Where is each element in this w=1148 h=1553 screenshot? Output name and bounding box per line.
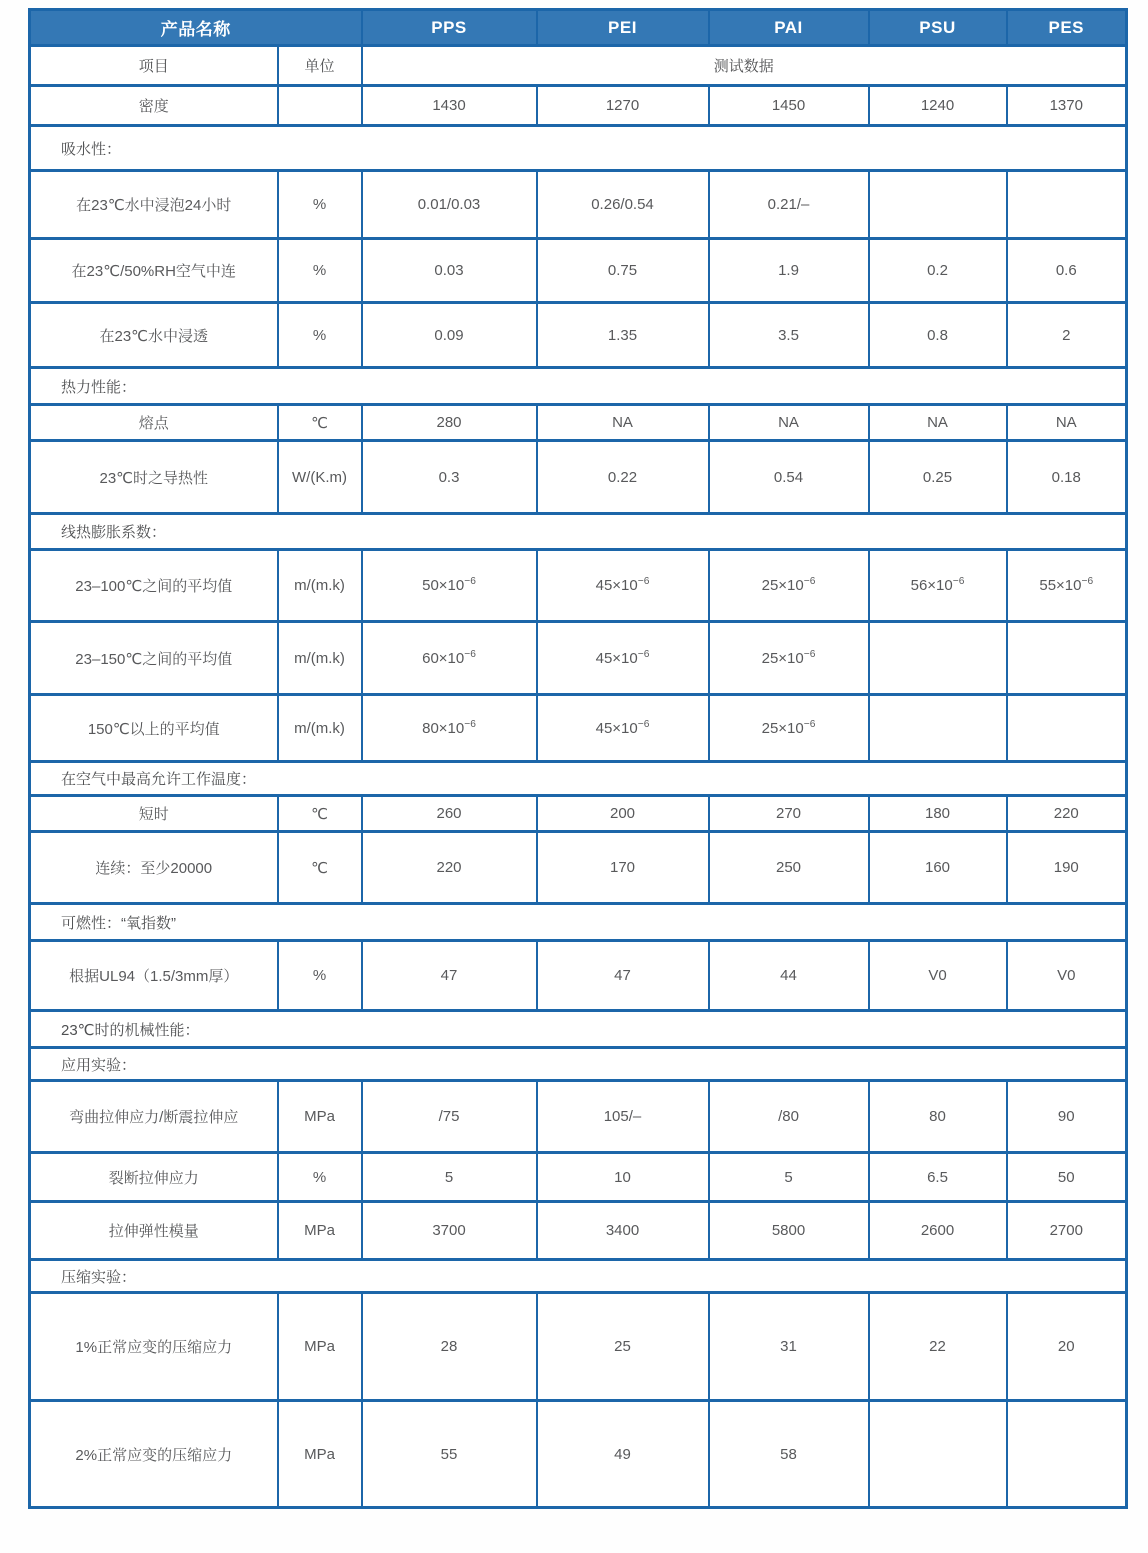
value-cell: 0.54: [709, 441, 869, 514]
value-cell: 0.26/0.54: [537, 171, 709, 239]
row-label: 23℃时之导热性: [30, 441, 278, 514]
section-label: 压缩实验：: [30, 1260, 1127, 1293]
row-unit: MPa: [278, 1401, 362, 1508]
value-cell: $45\times 10^{-6}$: [537, 550, 709, 622]
column-header-psu: PSU: [869, 10, 1007, 46]
row-unit: m/(m.k): [278, 622, 362, 695]
row-label: 连续：至少20000: [30, 832, 278, 904]
value-cell: 90: [1007, 1081, 1127, 1153]
value-cell: 3700: [362, 1202, 537, 1260]
product-name-header: 产品名称: [30, 10, 362, 46]
subheader-row: [30, 46, 1127, 86]
value-cell: 3400: [537, 1202, 709, 1260]
value-cell: 47: [537, 941, 709, 1011]
row-unit: [278, 86, 362, 126]
row-label: 23–150℃之间的平均值: [30, 622, 278, 695]
value-cell: 1.35: [537, 303, 709, 368]
value-cell: $80\times 10^{-6}$: [362, 695, 537, 762]
row-label: 23–100℃之间的平均值: [30, 550, 278, 622]
section-row: [30, 368, 1127, 405]
unit-column-label: 单位: [278, 46, 362, 86]
value-cell: 170: [537, 832, 709, 904]
test-data-label: 测试数据: [362, 46, 1127, 86]
value-cell: NA: [869, 405, 1007, 441]
section-row: [30, 1260, 1127, 1293]
value-cell: 31: [709, 1293, 869, 1401]
value-cell: $55\times 10^{-6}$: [1007, 550, 1127, 622]
row-unit: W/(K.m): [278, 441, 362, 514]
value-cell: 44: [709, 941, 869, 1011]
row-unit: %: [278, 171, 362, 239]
value-cell: 0.75: [537, 239, 709, 303]
value-cell: 1370: [1007, 86, 1127, 126]
value-cell: [869, 1401, 1007, 1508]
value-cell: 220: [362, 832, 537, 904]
value-cell: $45\times 10^{-6}$: [537, 622, 709, 695]
row-label: 在23℃水中浸泡24小时: [30, 171, 278, 239]
value-cell: 0.22: [537, 441, 709, 514]
row-label: 弯曲拉伸应力/断震拉伸应: [30, 1081, 278, 1153]
table-row: [30, 1081, 1127, 1153]
column-header-pes: PES: [1007, 10, 1127, 46]
value-cell: 20: [1007, 1293, 1127, 1401]
value-cell: [1007, 622, 1127, 695]
section-row: [30, 1048, 1127, 1081]
section-label: 23℃时的机械性能：: [30, 1011, 1127, 1048]
row-label: 2%正常应变的压缩应力: [30, 1401, 278, 1508]
table-row: [30, 405, 1127, 441]
table-row: [30, 1153, 1127, 1202]
value-cell: 5: [709, 1153, 869, 1202]
value-cell: $25\times 10^{-6}$: [709, 550, 869, 622]
value-cell: 250: [709, 832, 869, 904]
table-row: [30, 832, 1127, 904]
value-cell: 2600: [869, 1202, 1007, 1260]
section-row: [30, 126, 1127, 171]
value-cell: 3.5: [709, 303, 869, 368]
row-label: 拉伸弹性模量: [30, 1202, 278, 1260]
row-unit: MPa: [278, 1081, 362, 1153]
column-header-pei: PEI: [537, 10, 709, 46]
section-row: [30, 514, 1127, 550]
value-cell: 1430: [362, 86, 537, 126]
value-cell: 1450: [709, 86, 869, 126]
row-unit: m/(m.k): [278, 550, 362, 622]
material-properties-table: [28, 8, 1128, 1509]
row-unit: %: [278, 303, 362, 368]
value-cell: 0.8: [869, 303, 1007, 368]
section-label: 吸水性：: [30, 126, 1127, 171]
value-cell: NA: [537, 405, 709, 441]
value-cell: 0.18: [1007, 441, 1127, 514]
value-cell: $25\times 10^{-6}$: [709, 695, 869, 762]
value-cell: 0.09: [362, 303, 537, 368]
value-cell: [869, 171, 1007, 239]
value-cell: 0.25: [869, 441, 1007, 514]
value-cell: 80: [869, 1081, 1007, 1153]
value-cell: [869, 695, 1007, 762]
table-row: [30, 441, 1127, 514]
section-label: 在空气中最高允许工作温度：: [30, 762, 1127, 796]
row-unit: %: [278, 941, 362, 1011]
row-unit: MPa: [278, 1202, 362, 1260]
row-label: 裂断拉伸应力: [30, 1153, 278, 1202]
value-cell: [1007, 171, 1127, 239]
value-cell: 5: [362, 1153, 537, 1202]
value-cell: $45\times 10^{-6}$: [537, 695, 709, 762]
section-label: 可燃性：“氧指数”: [30, 904, 1127, 941]
table-row: [30, 86, 1127, 126]
value-cell: $25\times 10^{-6}$: [709, 622, 869, 695]
value-cell: /75: [362, 1081, 537, 1153]
section-label: 应用实验：: [30, 1048, 1127, 1081]
value-cell: 0.6: [1007, 239, 1127, 303]
column-header-pai: PAI: [709, 10, 869, 46]
section-label: 线热膨胀系数：: [30, 514, 1127, 550]
row-unit: ℃: [278, 832, 362, 904]
value-cell: 270: [709, 796, 869, 832]
table-row: [30, 1293, 1127, 1401]
value-cell: 0.21/–: [709, 171, 869, 239]
row-label: 密度: [30, 86, 278, 126]
row-unit: %: [278, 239, 362, 303]
value-cell: V0: [869, 941, 1007, 1011]
row-label: 150℃以上的平均值: [30, 695, 278, 762]
item-column-label: 项目: [30, 46, 278, 86]
value-cell: 180: [869, 796, 1007, 832]
value-cell: 10: [537, 1153, 709, 1202]
value-cell: 55: [362, 1401, 537, 1508]
value-cell: 105/–: [537, 1081, 709, 1153]
value-cell: 2: [1007, 303, 1127, 368]
value-cell: 1270: [537, 86, 709, 126]
row-label: 短时: [30, 796, 278, 832]
value-cell: /80: [709, 1081, 869, 1153]
table-body: [30, 86, 1127, 1508]
value-cell: 160: [869, 832, 1007, 904]
value-cell: [1007, 695, 1127, 762]
value-cell: NA: [709, 405, 869, 441]
value-cell: [869, 622, 1007, 695]
value-cell: [1007, 1401, 1127, 1508]
value-cell: 5800: [709, 1202, 869, 1260]
table-row: [30, 1401, 1127, 1508]
value-cell: 260: [362, 796, 537, 832]
value-cell: $60\times 10^{-6}$: [362, 622, 537, 695]
value-cell: 49: [537, 1401, 709, 1508]
row-label: 1%正常应变的压缩应力: [30, 1293, 278, 1401]
row-unit: ℃: [278, 796, 362, 832]
table-row: [30, 303, 1127, 368]
row-unit: %: [278, 1153, 362, 1202]
section-row: [30, 904, 1127, 941]
table-row: [30, 695, 1127, 762]
value-cell: 0.3: [362, 441, 537, 514]
row-unit: ℃: [278, 405, 362, 441]
value-cell: $56\times 10^{-6}$: [869, 550, 1007, 622]
value-cell: 1.9: [709, 239, 869, 303]
section-label: 热力性能：: [30, 368, 1127, 405]
value-cell: $50\times 10^{-6}$: [362, 550, 537, 622]
section-row: [30, 762, 1127, 796]
value-cell: 47: [362, 941, 537, 1011]
value-cell: 0.2: [869, 239, 1007, 303]
value-cell: 58: [709, 1401, 869, 1508]
value-cell: 22: [869, 1293, 1007, 1401]
column-header-pps: PPS: [362, 10, 537, 46]
section-row: [30, 1011, 1127, 1048]
row-unit: m/(m.k): [278, 695, 362, 762]
value-cell: 190: [1007, 832, 1127, 904]
products-header-row: [30, 10, 1127, 46]
value-cell: 220: [1007, 796, 1127, 832]
value-cell: NA: [1007, 405, 1127, 441]
value-cell: 28: [362, 1293, 537, 1401]
table-row: [30, 1202, 1127, 1260]
value-cell: 50: [1007, 1153, 1127, 1202]
value-cell: 280: [362, 405, 537, 441]
table-row: [30, 622, 1127, 695]
row-label: 在23℃水中浸透: [30, 303, 278, 368]
value-cell: 2700: [1007, 1202, 1127, 1260]
row-unit: MPa: [278, 1293, 362, 1401]
value-cell: 200: [537, 796, 709, 832]
value-cell: 0.03: [362, 239, 537, 303]
row-label: 在23℃/50%RH空气中连: [30, 239, 278, 303]
value-cell: 6.5: [869, 1153, 1007, 1202]
table-row: [30, 796, 1127, 832]
value-cell: V0: [1007, 941, 1127, 1011]
table-row: [30, 239, 1127, 303]
table-row: [30, 171, 1127, 239]
row-label: 熔点: [30, 405, 278, 441]
value-cell: 0.01/0.03: [362, 171, 537, 239]
table-row: [30, 941, 1127, 1011]
table-row: [30, 550, 1127, 622]
row-label: 根据UL94（1.5/3mm厚）: [30, 941, 278, 1011]
value-cell: 1240: [869, 86, 1007, 126]
value-cell: 25: [537, 1293, 709, 1401]
